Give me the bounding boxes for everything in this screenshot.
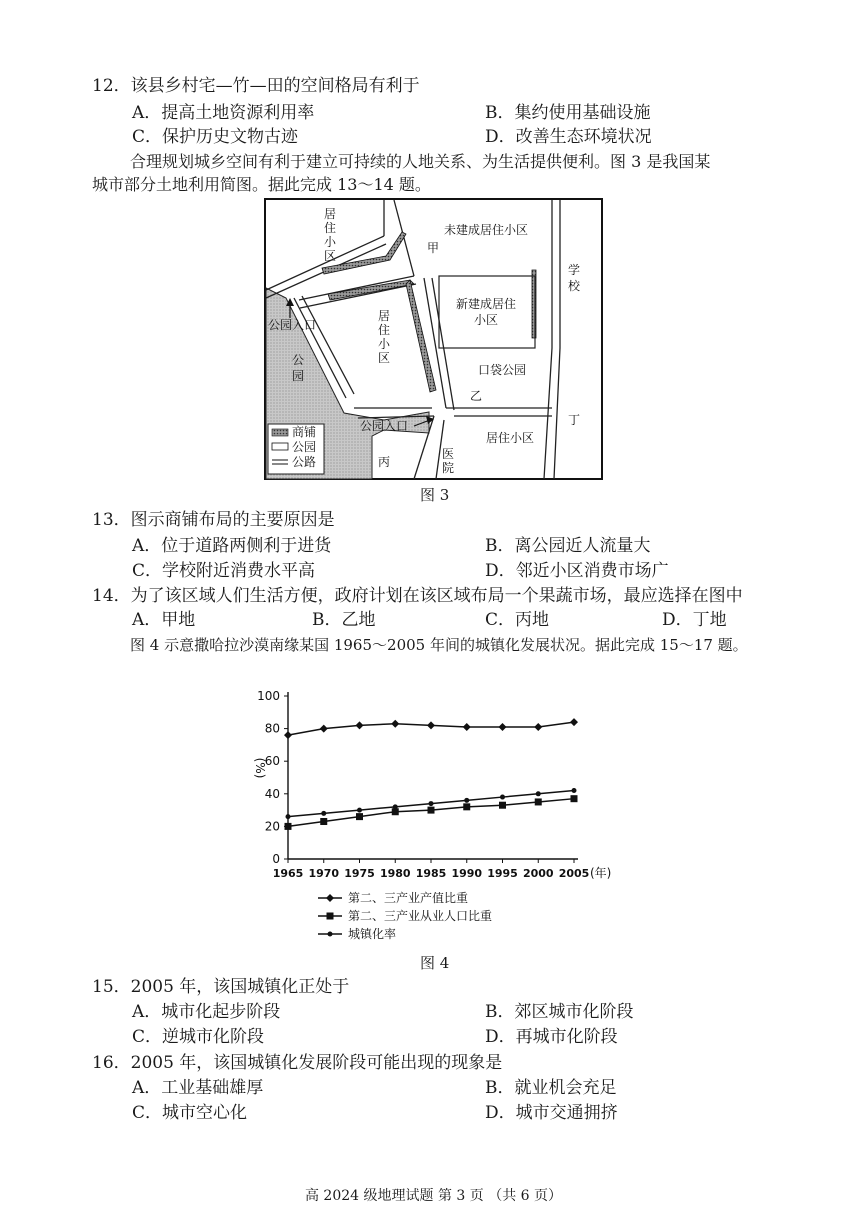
label-pocket-park: 口袋公园: [477, 363, 527, 377]
label-residential-top-3: 小: [323, 235, 337, 249]
series-2-point: [463, 803, 470, 810]
label-park-entrance-2: 公园入口: [359, 419, 409, 433]
series-3-point: [572, 788, 577, 793]
series-2-point: [499, 802, 506, 809]
x-tick-label: 1970: [308, 867, 340, 880]
x-tick-label: 1985: [415, 867, 447, 880]
q14-option-d: D．丁地: [662, 610, 727, 630]
q16-option-c: C．城市空心化: [132, 1103, 248, 1123]
series-3-point: [321, 811, 326, 816]
q15-stem: 15．2005 年，该国城镇化正处于: [92, 977, 350, 997]
series-1-point: [284, 731, 292, 739]
legend-shop-swatch: [272, 429, 288, 436]
legend-label-1: 第二、三产业产值比重: [348, 891, 469, 905]
legend-label-3: 城镇化率: [348, 927, 397, 941]
x-axis-label: (年): [590, 866, 612, 880]
legend-park-swatch: [272, 443, 288, 450]
x-tick-label: 2005: [558, 867, 590, 880]
label-residential-mid-4: 区: [377, 351, 391, 365]
series-1-point: [499, 723, 507, 731]
q16-option-b: B．就业机会充足: [485, 1078, 617, 1098]
series-3-point: [286, 814, 291, 819]
legend-road-label: 公路: [292, 455, 317, 469]
legend-label-2: 第二、三产业从业人口比重: [348, 909, 493, 923]
x-tick-label: 1980: [379, 867, 411, 880]
q13-option-a: A．位于道路两侧利于进货: [132, 536, 332, 556]
series-2-point: [535, 798, 542, 805]
legend-shop-label: 商铺: [292, 425, 317, 439]
x-tick-label: 1995: [487, 867, 518, 880]
figure-4-caption: 图 4: [420, 954, 450, 972]
q15-option-c: C．逆城市化阶段: [132, 1027, 265, 1047]
x-tick-label: 1965: [272, 867, 304, 880]
label-hospital-1: 医: [441, 447, 455, 461]
q12-stem: 12．该县乡村宅—竹—田的空间格局有利于: [92, 76, 420, 96]
label-residential-top-2: 住: [323, 221, 337, 235]
label-residential-top-1: 居: [323, 207, 337, 221]
intro-15-17: 图 4 示意撒哈拉沙漠南缘某国 1965～2005 年间的城镇化发展状况。据此完成 15～17 题。: [130, 636, 748, 654]
y-tick-label: 80: [264, 721, 280, 736]
q13-option-c: C．学校附近消费水平高: [132, 561, 316, 581]
label-residential-br: 居住小区: [485, 431, 535, 445]
q12-option-c: C．保护历史文物古迹: [132, 127, 299, 147]
q16-stem: 16．2005 年，该国城镇化发展阶段可能出现的现象是: [92, 1053, 503, 1073]
series-2-point: [320, 818, 327, 825]
q15-option-b: B．郊区城市化阶段: [485, 1002, 634, 1022]
label-residential-mid-2: 住: [377, 323, 391, 337]
legend-marker-2: [327, 913, 334, 920]
label-new-residential-2: 小区: [473, 313, 499, 327]
label-park-entrance-1: 公园入口: [267, 318, 317, 332]
series-1-point: [463, 723, 471, 731]
series-3-point: [393, 804, 398, 809]
label-park-2: 园: [291, 369, 305, 383]
legend-marker-3: [328, 932, 333, 937]
urbanization-chart: [236, 658, 656, 954]
q15-option-d: D．再城市化阶段: [485, 1027, 618, 1047]
q14-option-a: A．甲地: [132, 610, 196, 630]
label-yi: 乙: [469, 389, 483, 403]
x-tick-label: 1975: [344, 867, 375, 880]
x-tick-label: 1990: [451, 867, 483, 880]
q13-option-d: D．邻近小区消费市场广: [485, 561, 669, 581]
series-1-point: [570, 718, 578, 726]
series-3-point: [500, 795, 505, 800]
series-1-point: [391, 720, 399, 728]
q12-option-d: D．改善生态环境状况: [485, 127, 652, 147]
intro-13-14-line2: 城市部分土地利用简图。据此完成 13～14 题。: [92, 175, 431, 194]
series-3-point: [536, 791, 541, 796]
q14-option-c: C．丙地: [485, 610, 550, 630]
q15-option-a: A．城市化起步阶段: [132, 1002, 281, 1022]
label-park-1: 公: [291, 353, 305, 367]
label-hospital-2: 院: [441, 461, 455, 475]
legend-marker-1: [326, 894, 334, 902]
label-residential-mid-3: 小: [377, 337, 391, 351]
label-bing: 丙: [377, 455, 391, 469]
q13-stem: 13．图示商铺布局的主要原因是: [92, 510, 335, 530]
label-unbuilt-residential: 未建成居住小区: [443, 223, 529, 237]
q14-stem: 14．为了该区域人们生活方便，政府计划在该区域布局一个果蔬市场，最应选择在图中: [92, 586, 743, 606]
series-1-point: [427, 721, 435, 729]
label-school-1: 学: [567, 263, 581, 277]
series-2-point: [571, 795, 578, 802]
legend-park-label: 公园: [292, 440, 317, 454]
y-tick-label: 20: [264, 819, 280, 834]
q16-option-d: D．城市交通拥挤: [485, 1103, 618, 1123]
land-use-map: [264, 198, 604, 480]
label-new-residential-1: 新建成居住: [455, 297, 517, 311]
y-tick-label: 0: [272, 852, 280, 866]
y-tick-label: 100: [257, 689, 280, 703]
y-tick-label: 40: [264, 786, 280, 801]
label-residential-top-4: 区: [323, 249, 337, 263]
intro-13-14-line1: 合理规划城乡空间有利于建立可持续的人地关系、为生活提供便利。图 3 是我国某: [130, 152, 711, 171]
figure-3-caption: 图 3: [420, 486, 450, 504]
series-2-point: [428, 807, 435, 814]
q14-option-b: B．乙地: [312, 610, 376, 630]
q13-option-b: B．离公园近人流量大: [485, 536, 651, 556]
q12-option-a: A．提高土地资源利用率: [132, 103, 315, 123]
series-3-point: [357, 808, 362, 813]
y-tick-label: 60: [264, 754, 280, 769]
x-tick-label: 2000: [522, 867, 554, 880]
q16-option-a: A．工业基础雄厚: [132, 1078, 264, 1098]
series-1-point: [320, 725, 328, 733]
series-1-point: [356, 721, 364, 729]
label-ding: 丁: [567, 413, 581, 427]
series-2-point: [356, 813, 363, 820]
q12-option-b: B．集约使用基础设施: [485, 103, 651, 123]
series-3-point: [464, 798, 469, 803]
label-residential-mid-1: 居: [377, 309, 391, 323]
series-2-point: [285, 823, 292, 830]
page-footer: 高 2024 级地理试题 第 3 页 （共 6 页）: [304, 1188, 563, 1204]
label-school-2: 校: [567, 279, 581, 293]
series-1-point: [534, 723, 542, 731]
y-axis-label: (%): [253, 757, 267, 779]
label-jia: 甲: [426, 241, 440, 255]
series-3-point: [429, 801, 434, 806]
